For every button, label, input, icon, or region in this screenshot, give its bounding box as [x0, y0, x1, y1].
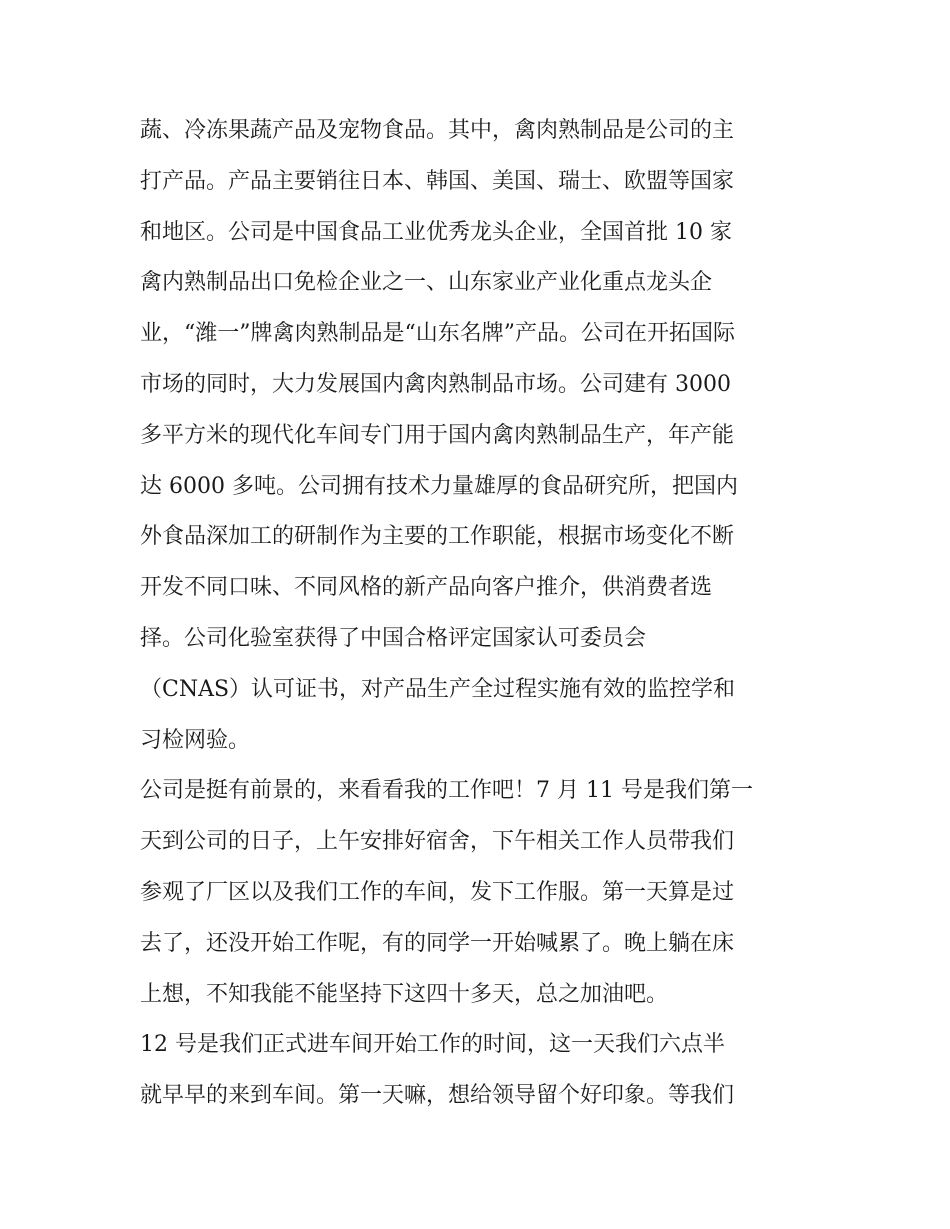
- text-line: 打产品。产品主要销往日本、韩国、美国、瑞士、欧盟等国家: [140, 168, 735, 194]
- text-line: 12 号是我们正式进车间开始工作的时间，这一天我们六点半: [140, 1032, 725, 1058]
- text-line: 天到公司的日子，上午安排好宿舍，下午相关工作人员带我们: [140, 829, 735, 855]
- text-line: （CNAS）认可证书，对产品生产全过程实施有效的监控学和: [140, 676, 736, 702]
- text-line: 达 6000 多吨。公司拥有技术力量雄厚的食品研究所，把国内: [140, 473, 738, 499]
- text-line: 习检网验。: [140, 727, 251, 753]
- text-line: 多平方米的现代化车间专门用于国内禽肉熟制品生产，年产能: [140, 422, 735, 448]
- text-line: 和地区。公司是中国食品工业优秀龙头企业，全国首批 10 家: [140, 219, 732, 245]
- text-line: 开发不同口味、不同风格的新产品向客户推介，供消费者选: [140, 575, 713, 601]
- text-line: 业，“潍一”牌禽肉熟制品是“山东名牌”产品。公司在开拓国际: [140, 321, 735, 347]
- text-line: 上想，不知我能不能坚持下这四十多天，总之加油吧。: [140, 981, 669, 1007]
- text-line: 参观了厂区以及我们工作的车间，发下工作服。第一天算是过: [140, 879, 735, 905]
- text-line: 就早早的来到车间。第一天嘛，想给领导留个好印象。等我们: [140, 1083, 735, 1109]
- text-line: 去了，还没开始工作呢，有的同学一开始喊累了。晚上躺在床: [140, 930, 735, 956]
- text-line: 市场的同时，大力发展国内禽肉熟制品市场。公司建有 3000: [140, 371, 731, 397]
- text-line: 禽内熟制品出口免检企业之一、山东家业产业化重点龙头企: [140, 270, 713, 296]
- text-line: 择。公司化验室获得了中国合格评定国家认可委员会: [140, 625, 647, 651]
- text-line: 蔬、冷冻果蔬产品及宠物食品。其中，禽肉熟制品是公司的主: [140, 118, 735, 143]
- body-text: [140, 106, 830, 1122]
- text-line: 公司是挺有前景的，来看看我的工作吧！7 月 11 号是我们第一: [140, 778, 753, 804]
- text-line: 外食品深加工的研制作为主要的工作职能，根据市场变化不断: [140, 524, 735, 550]
